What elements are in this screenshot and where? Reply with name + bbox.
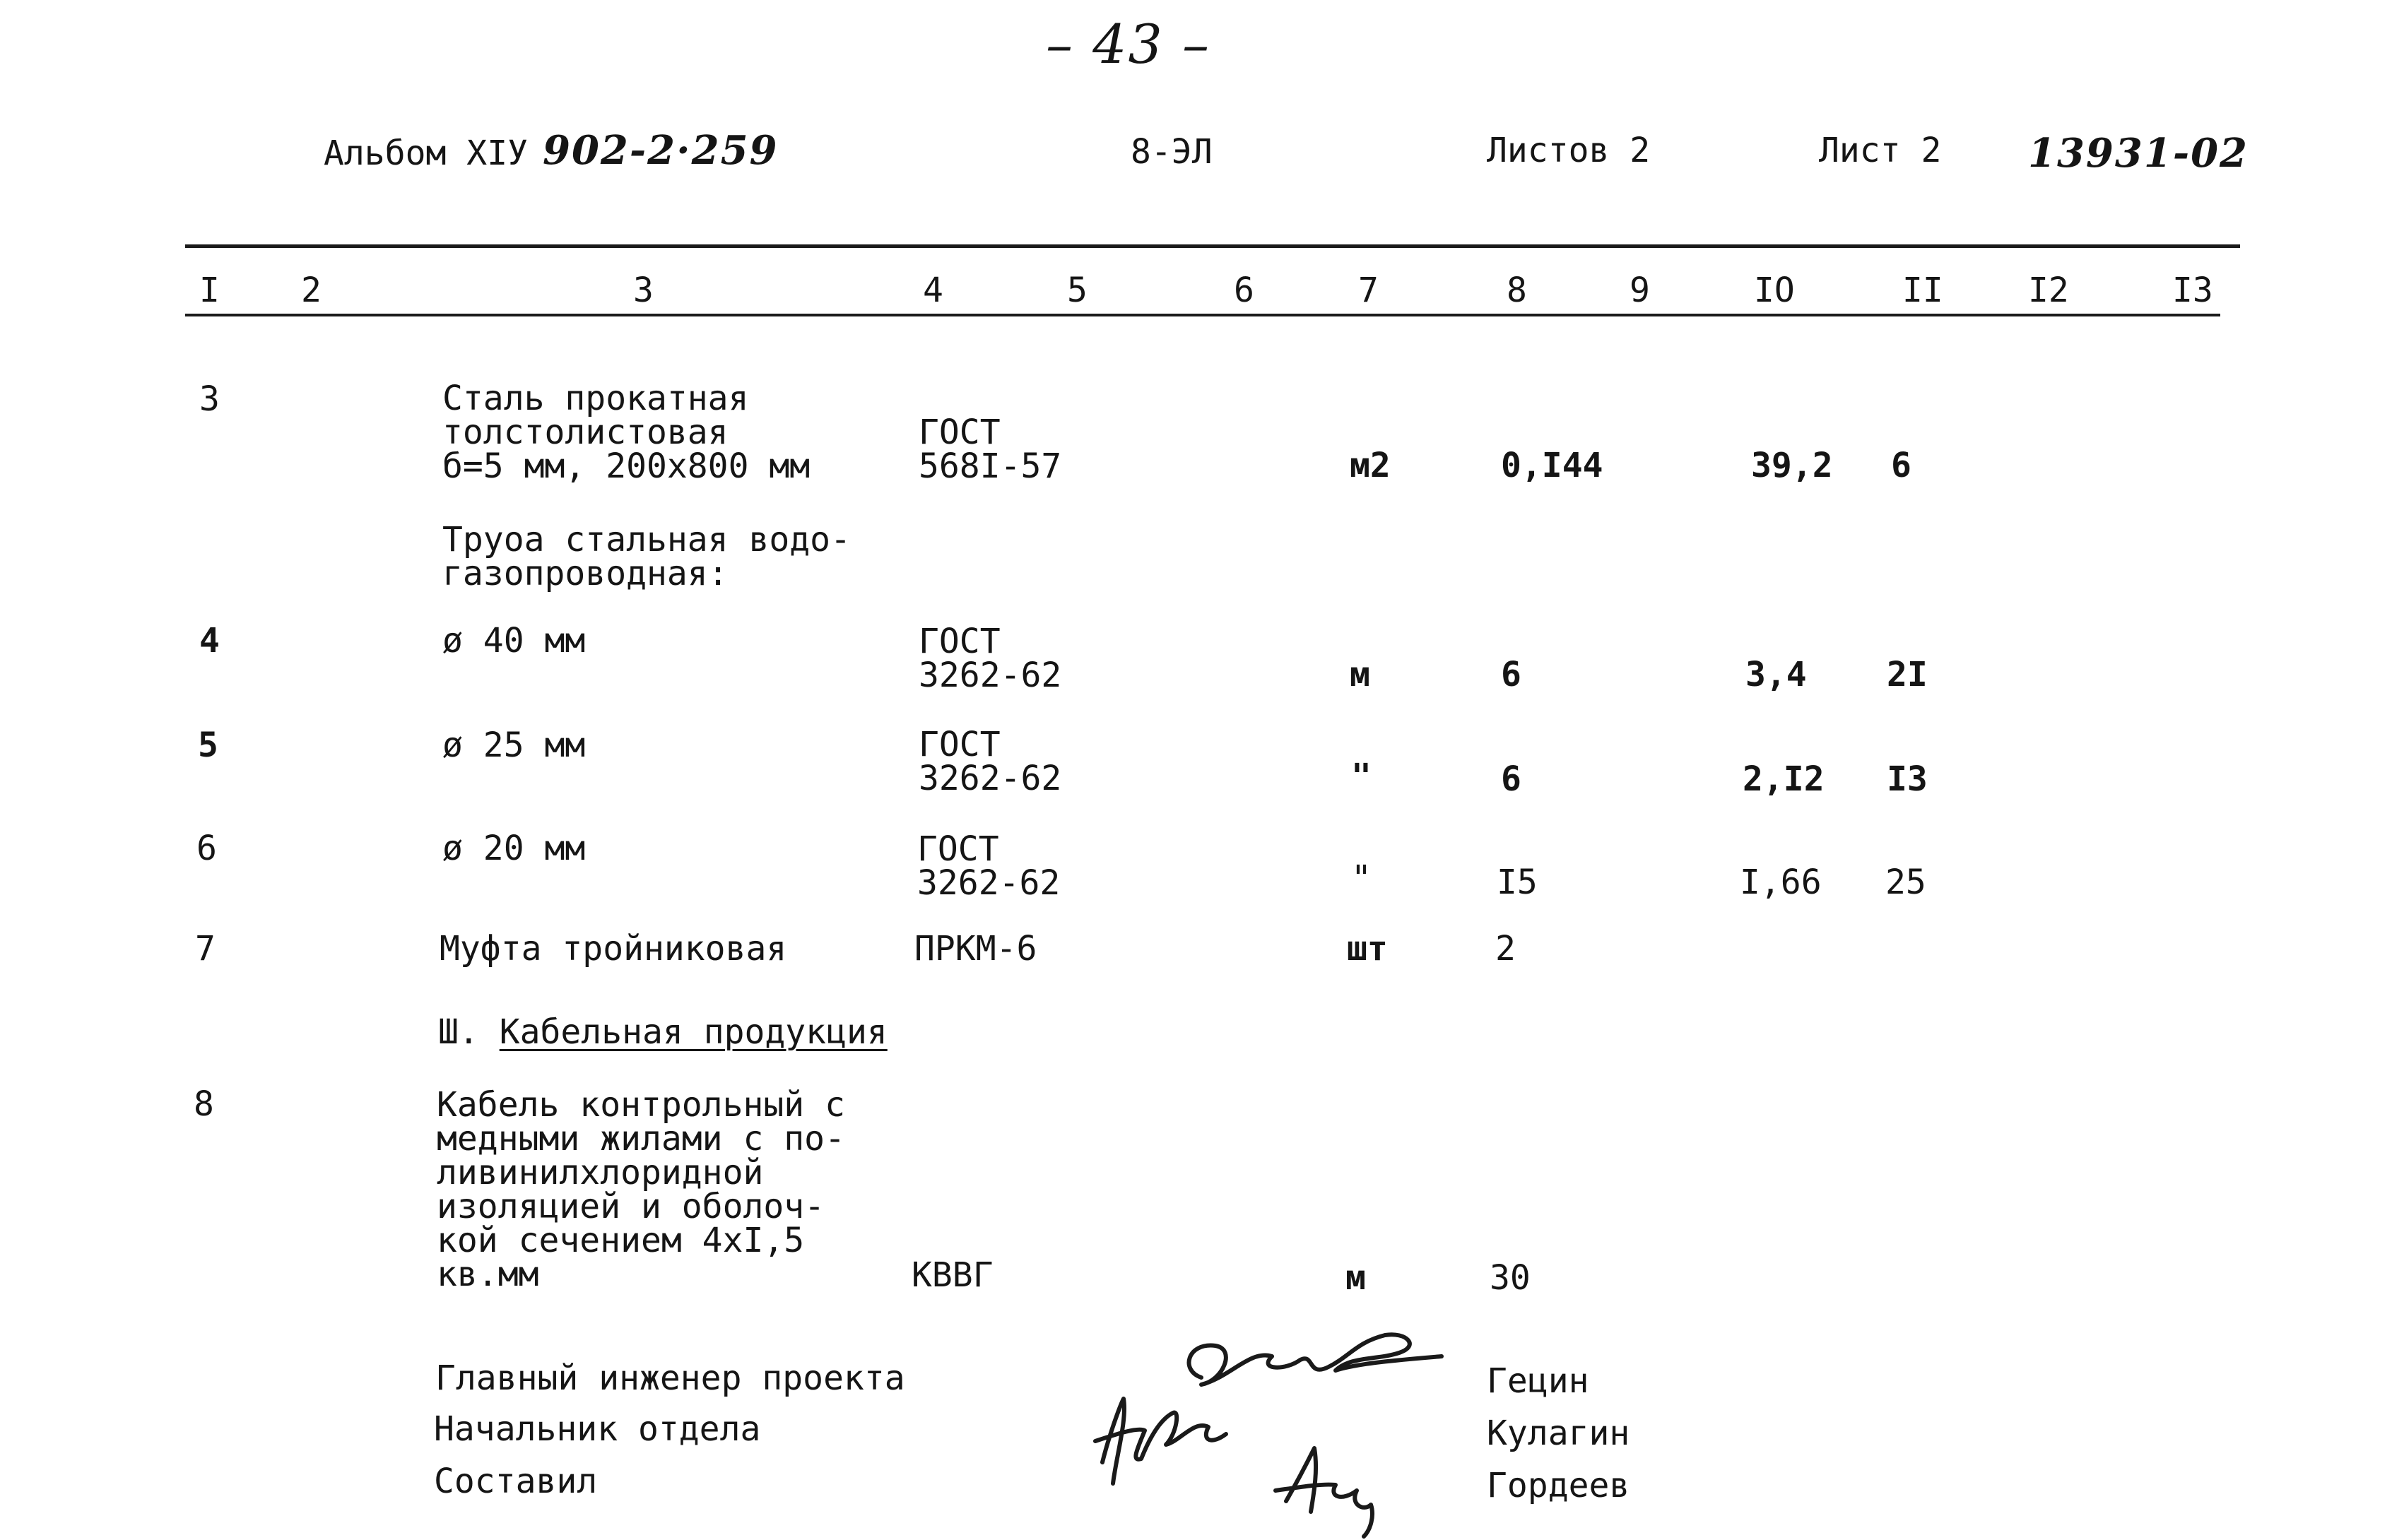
col-4: 4 — [923, 271, 943, 310]
page-number: – 43 – — [1046, 13, 1211, 76]
item-unit: шт — [1347, 929, 1388, 969]
item-name: ø 25 мм — [442, 725, 586, 765]
item-standard: ПРКМ-6 — [914, 929, 1037, 969]
item-unit: м — [1345, 1258, 1366, 1298]
col-8: 8 — [1507, 271, 1527, 310]
col-5: 5 — [1067, 271, 1088, 310]
header-rule-bottom — [185, 314, 2220, 316]
signature-department-head — [1088, 1378, 1230, 1498]
item-name: Муфта тройниковая — [440, 929, 787, 969]
item-unit: м2 — [1350, 446, 1391, 485]
item-col11: I3 — [1887, 759, 1928, 799]
item-col11: 2I — [1887, 655, 1928, 694]
sheet-number: Лист 2 — [1819, 131, 1942, 170]
item-col11: 25 — [1885, 863, 1926, 902]
section-heading — [438, 1014, 888, 1050]
album-label: Альбом XIУ — [324, 134, 528, 173]
item-standard: ГОСТ 3262-62 — [917, 829, 1061, 903]
col-6: 6 — [1234, 271, 1254, 310]
album-code: 902-2·259 — [543, 127, 779, 174]
item-mass: 39,2 — [1751, 446, 1833, 485]
item-standard: КВВГ — [912, 1255, 994, 1295]
inventory-number: 13931-02 — [2028, 130, 2249, 177]
section-number: Ш. — [438, 1012, 479, 1052]
item-quantity: 6 — [1501, 759, 1521, 799]
item-name: Сталь прокатная толстолистовая б=5 мм, 200х800 мм — [442, 379, 811, 486]
col-11: II — [1902, 271, 1943, 310]
row-number: 3 — [199, 379, 220, 419]
item-quantity: 0,I44 — [1501, 446, 1603, 485]
item-standard: ГОСТ 568I-57 — [919, 413, 1062, 486]
row-number: 6 — [196, 829, 217, 868]
row-number: 8 — [194, 1084, 214, 1124]
signature-name-department-head: Кулагин — [1487, 1414, 1630, 1453]
item-mass: I,66 — [1740, 863, 1822, 902]
col-10: IO — [1754, 271, 1795, 310]
item-mass: 3,4 — [1745, 655, 1807, 694]
header-rule-top — [185, 244, 2240, 248]
signature-role-department-head: Начальник отдела — [434, 1409, 761, 1449]
item-unit: м — [1350, 655, 1370, 694]
col-13: I3 — [2172, 271, 2213, 310]
col-12: I2 — [2028, 271, 2069, 310]
item-quantity: I5 — [1497, 863, 1538, 902]
item-group-heading: Труоа стальная водо- газопроводная: — [442, 520, 851, 593]
sheets-total: Листов 2 — [1487, 131, 1651, 170]
item-quantity: 30 — [1490, 1258, 1531, 1298]
row-number: 4 — [199, 621, 220, 661]
item-standard: ГОСТ 3262-62 — [919, 725, 1062, 798]
signature-name-compiler: Гордеев — [1487, 1466, 1630, 1505]
signature-role-compiler: Составил — [434, 1462, 598, 1501]
item-unit: " — [1351, 858, 1372, 898]
item-quantity: 6 — [1501, 655, 1521, 694]
col-9: 9 — [1630, 271, 1650, 310]
item-name: ø 40 мм — [442, 621, 586, 661]
col-1: I — [199, 271, 220, 310]
signature-role-chief-engineer: Главный инженер проекта — [435, 1358, 905, 1398]
item-name: ø 20 мм — [442, 829, 586, 868]
signature-name-chief-engineer: Гецин — [1487, 1361, 1589, 1401]
signature-compiler — [1272, 1434, 1399, 1540]
col-2: 2 — [301, 271, 322, 310]
row-number: 7 — [195, 929, 216, 969]
col-3: 3 — [633, 271, 654, 310]
item-name: Кабель контрольный с медными жилами с по- ливинилхлоридной изоляцией и оболоч- кой сечением 4хI,5 кв.мм — [437, 1085, 845, 1294]
item-quantity: 2 — [1495, 929, 1516, 969]
item-standard: ГОСТ 3262-62 — [919, 622, 1062, 695]
item-unit: " — [1351, 757, 1372, 796]
col-7: 7 — [1358, 271, 1379, 310]
row-number: 5 — [198, 725, 218, 765]
doc-code: 8-ЭЛ — [1131, 132, 1213, 172]
item-mass: 2,I2 — [1743, 759, 1825, 799]
item-col11: 6 — [1891, 446, 1911, 485]
section-title: Кабельная продукция — [499, 1012, 888, 1052]
